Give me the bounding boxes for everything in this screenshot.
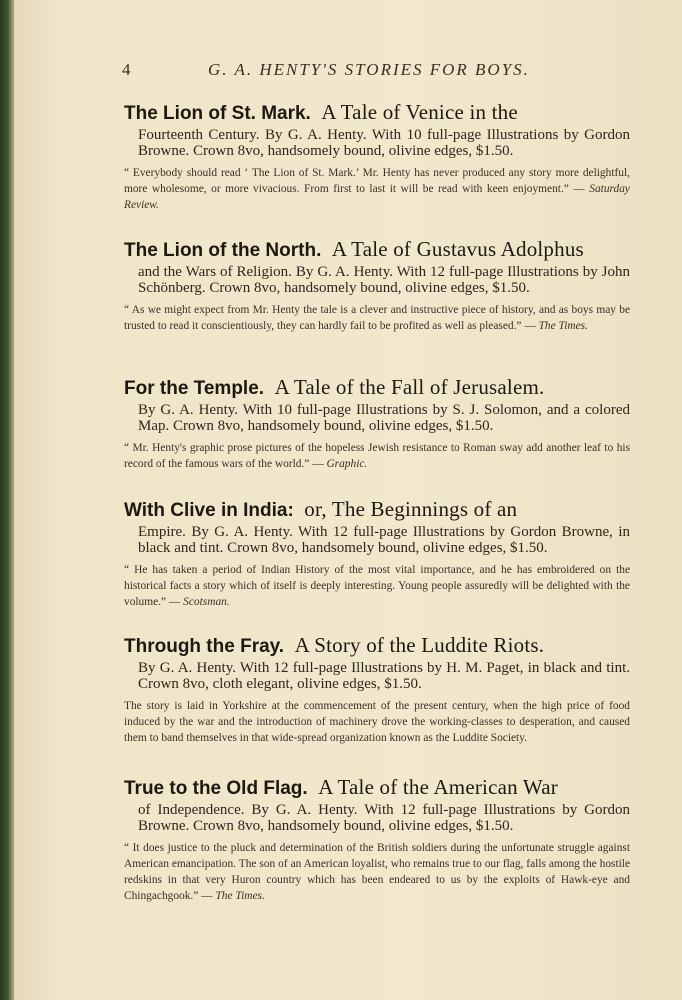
book-entry xyxy=(124,632,630,746)
page-number: 4 xyxy=(122,60,133,79)
book-entry xyxy=(124,496,630,610)
entry-title-rest: A Tale of the Fall of Jerusalem. xyxy=(274,375,545,399)
entry-title-rest: A Tale of Venice in the xyxy=(321,100,518,124)
book-entry xyxy=(124,374,630,472)
book-entry xyxy=(124,774,630,904)
book-entry xyxy=(124,236,630,334)
entry-title xyxy=(124,99,630,127)
review-source: The Times. xyxy=(538,320,588,332)
review-source: The Times. xyxy=(215,890,265,902)
entry-description: Empire. By G. A. Henty. With 12 full-page Illustrations by Gordon Browne, in black and tint. Crown 8vo, handsomely bound, olivine edges, $1.50. xyxy=(138,524,630,556)
book-page xyxy=(14,0,682,1000)
entry-description: By G. A. Henty. With 12 full-page Illustrations by H. M. Paget, in black and tint. Crown 8vo, cloth elegant, olivine edges, $1.50. xyxy=(138,660,630,692)
book-spine xyxy=(0,0,14,1000)
entry-title xyxy=(124,632,630,660)
entry-review xyxy=(124,165,630,213)
entry-title xyxy=(124,496,630,524)
entry-title-bold: For the Temple. xyxy=(124,378,265,399)
running-header xyxy=(122,56,642,84)
book-entry xyxy=(124,99,630,213)
entry-title xyxy=(124,374,630,402)
entry-title-rest: A Tale of the American War xyxy=(318,775,558,799)
entry-title-rest: A Story of the Luddite Riots. xyxy=(294,633,545,657)
entry-review xyxy=(124,698,630,746)
entry-title-bold: With Clive in India: xyxy=(124,500,294,521)
entry-review xyxy=(124,562,630,610)
entry-title-bold: The Lion of the North. xyxy=(124,240,322,261)
review-text: “ As we might expect from Mr. Henty the tale is a clever and instructive piece of history, and as boys may be trusted to read it conscientiously, they can hardly fail to be profited as well as pleased.” — xyxy=(124,304,630,332)
review-source: Saturday Review. xyxy=(124,183,630,211)
entry-title xyxy=(124,236,630,264)
entry-title-bold: True to the Old Flag. xyxy=(124,778,308,799)
entry-title-bold: The Lion of St. Mark. xyxy=(124,103,311,124)
entry-review xyxy=(124,840,630,904)
entry-review xyxy=(124,302,630,334)
review-source: Graphic. xyxy=(326,458,368,470)
entry-title xyxy=(124,774,630,802)
review-text: “ It does justice to the pluck and determination of the British soldiers during the unfortunate struggle against American emancipation. The son of an American loyalist, who remains true to our flag, falls among the hostile redskins in that very Huron country which has been endeared to us by the exploits of Hawk-eye and Chingachgook.” — xyxy=(124,842,630,902)
running-title: G. A. HENTY'S STORIES FOR BOYS. xyxy=(208,60,530,79)
entry-description: Fourteenth Century. By G. A. Henty. With 10 full-page Illustrations by Gordon Browne. Crown 8vo, handsomely bound, olivine edges, $1.50. xyxy=(138,127,630,159)
entry-description: of Independence. By G. A. Henty. With 12 full-page Illustrations by Gordon Browne. Crown 8vo, handsomely bound, olivine edges, $1.50. xyxy=(138,802,630,834)
review-text: The story is laid in Yorkshire at the commencement of the present century, when the high price of food induced by the war and the introduction of machinery drove the working-classes to desperation, and caused them to band themselves in that wide-spread organization known as the Luddite Society. xyxy=(124,700,630,744)
entry-description: By G. A. Henty. With 10 full-page Illustrations by S. J. Solomon, and a colored Map. Crown 8vo, handsomely bound, olivine edges, $1.50. xyxy=(138,402,630,434)
review-text: “ Mr. Henty's graphic prose pictures of the hopeless Jewish resistance to Roman sway add another leaf to his record of the famous wars of the world.” — xyxy=(124,442,630,470)
entry-title-rest: A Tale of Gustavus Adolphus xyxy=(331,237,584,261)
entry-title-bold: Through the Fray. xyxy=(124,636,285,657)
review-text: “ He has taken a period of Indian History of the most vital importance, and he has embroidered on the historical facts a story which of itself is deeply interesting. Young people assuredly will be delighted with the volume.” — xyxy=(124,564,630,608)
review-source: Scotsman. xyxy=(183,596,230,608)
entry-review xyxy=(124,440,630,472)
entry-description: and the Wars of Religion. By G. A. Henty. With 12 full-page Illustrations by John Schönberg. Crown 8vo, handsomely bound, olivine edges, $1.50. xyxy=(138,264,630,296)
review-text: “ Everybody should read ‘ The Lion of St. Mark.’ Mr. Henty has never produced any story more delightful, more wholesome, or more vivacious. From first to last it will be read with keen enjoyment.” — xyxy=(124,167,630,195)
entry-title-rest: or, The Beginnings of an xyxy=(304,497,518,521)
